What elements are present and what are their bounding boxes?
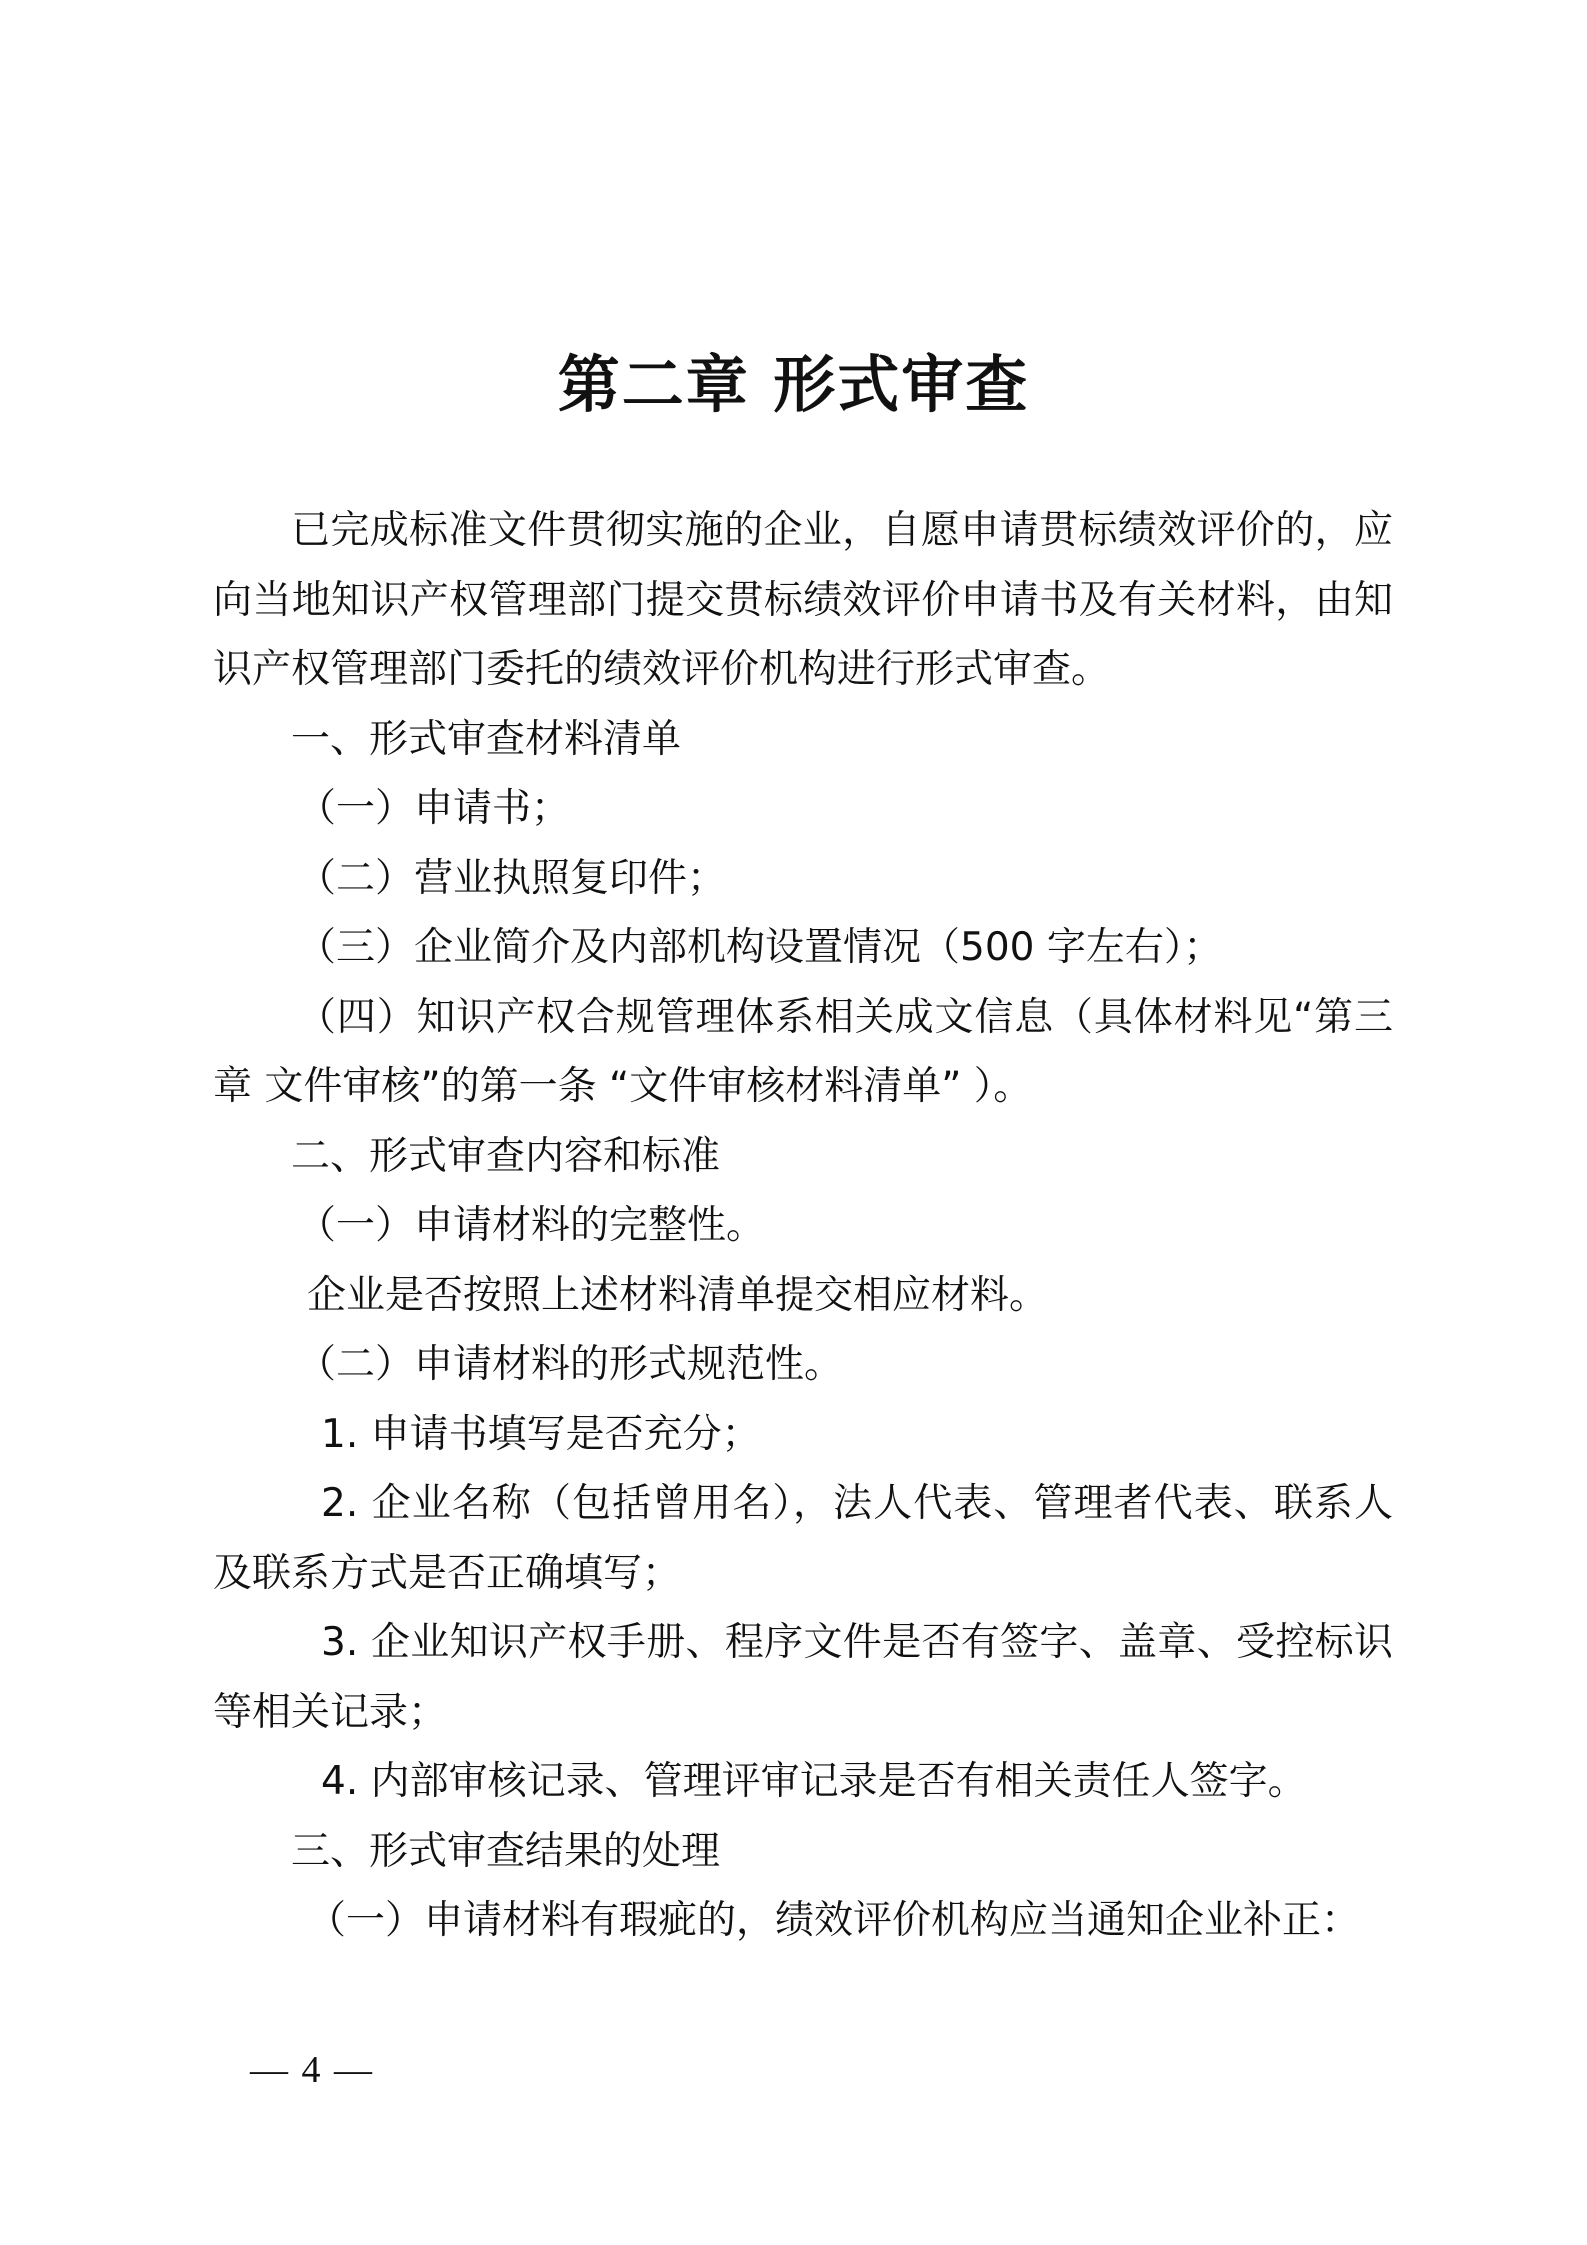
numbered-item: 4. 内部审核记录、管理评审记录是否有相关责任人签字。	[321, 1759, 1307, 1804]
body-text: 企业是否按照上述材料清单提交相应材料。	[307, 1272, 1049, 1318]
list-item: （一）申请书；	[297, 786, 571, 831]
list-item: （二）营业执照复印件；	[297, 855, 727, 901]
chapter-title: 第二章 形式审查	[557, 348, 1030, 421]
section-heading-3: 三、形式审查结果的处理	[291, 1828, 721, 1874]
section-heading-1: 一、形式审查材料清单	[291, 716, 682, 762]
section-heading-2: 二、形式审查内容和标准	[291, 1133, 721, 1179]
numbered-item: 3. 企业知识产权手册、程序文件是否有签字、盖章、受控标识等相关记录；	[213, 1620, 1393, 1735]
numbered-item: 2. 企业名称（包括曾用名），法人代表、管理者代表、联系人及联系方式是否正确填写；	[213, 1481, 1393, 1596]
list-item: （一）申请材料的完整性。	[297, 1203, 766, 1248]
list-item: （二）申请材料的形式规范性。	[297, 1342, 844, 1387]
list-item: （三）企业简介及内部机构设置情况（500 字左右）；	[297, 925, 1223, 970]
page-number: — 4 —	[250, 2049, 374, 2091]
list-item: （一）申请材料有瑕疵的，绩效评价机构应当通知企业补正：	[307, 1898, 1361, 1943]
numbered-item: 1. 申请书填写是否充分；	[321, 1411, 761, 1457]
intro-paragraph: 已完成标准文件贯彻实施的企业，自愿申请贯标绩效评价的，应向当地知识产权管理部门提交贯标绩效评价申请书及有关材料，由知识产权管理部门委托的绩效评价机构进行形式审查。	[213, 508, 1393, 692]
list-item: （四）知识产权合规管理体系相关成文信息（具体材料见“第三章 文件审核”的第一条 “文件审核材料清单” ）。	[213, 994, 1393, 1109]
document-body	[213, 496, 1393, 1956]
